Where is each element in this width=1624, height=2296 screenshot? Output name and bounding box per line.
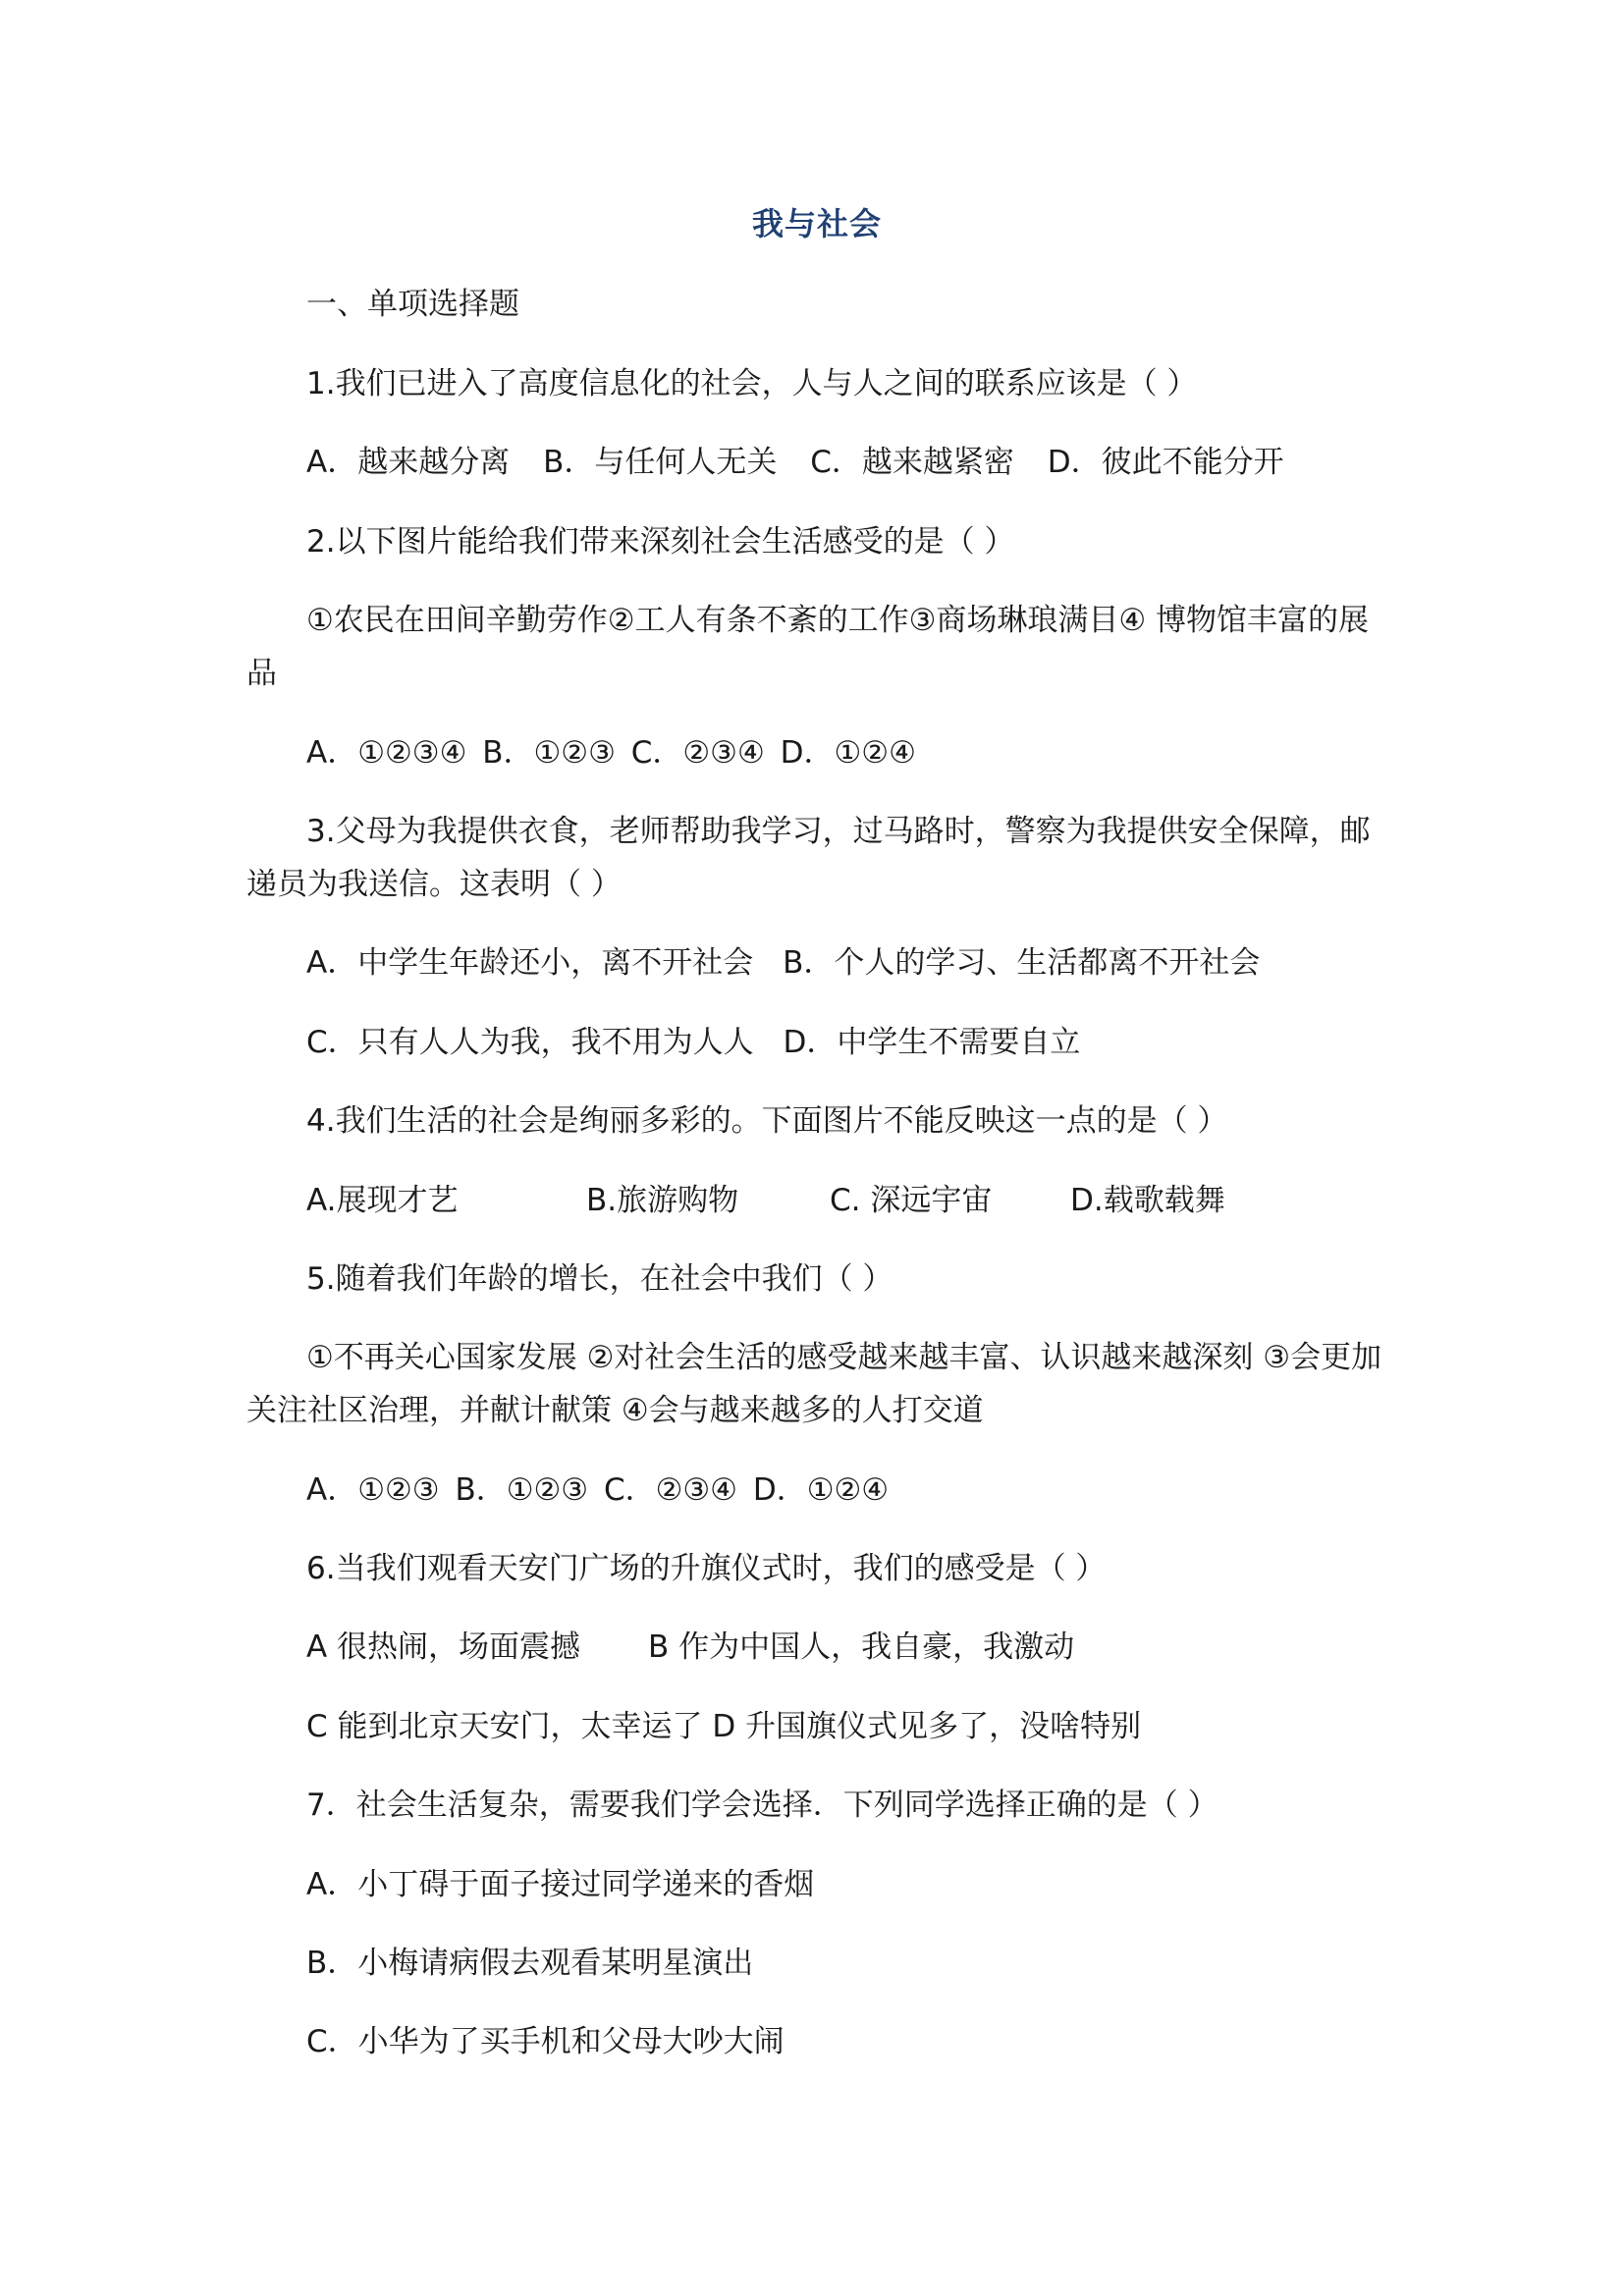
question-3-option-a: A．中学生年龄还小，离不开社会 bbox=[306, 945, 754, 981]
question-5-options bbox=[306, 1464, 889, 1517]
question-2-options bbox=[306, 726, 916, 779]
question-6-option-b: B 作为中国人，我自豪，我激动 bbox=[648, 1629, 1075, 1665]
question-7-option-c: C．小华为了买手机和父母大吵大闹 bbox=[306, 2024, 785, 2059]
question-4-option-c: C. 深远宇宙 bbox=[830, 1183, 993, 1218]
question-4-option-d: D.载歌载舞 bbox=[1070, 1183, 1225, 1218]
question-5-option-a: A．①②③ bbox=[306, 1472, 440, 1508]
question-5-statements: ①不再关心国家发展 ②对社会生活的感受越来越丰富、认识越来越深刻 ③会更加关注社区治理，并献计献策 ④会与越来越多的人打交道 bbox=[246, 1340, 1382, 1428]
question-6-stem: 6.当我们观看天安门广场的升旗仪式时，我们的感受是（ ） bbox=[306, 1551, 1107, 1586]
question-5-option-c: C．②③④ bbox=[603, 1472, 737, 1508]
question-2-option-a: A．①②③④ bbox=[306, 735, 467, 771]
question-6-option-a: A 很热闹，场面震撼 bbox=[306, 1629, 581, 1665]
question-4-stem: 4.我们生活的社会是绚丽多彩的。下面图片不能反映这一点的是（ ） bbox=[306, 1103, 1228, 1139]
question-6-options-row-2 bbox=[306, 1700, 1141, 1753]
question-3-option-c: C．只有人人为我，我不用为人人 bbox=[306, 1025, 754, 1060]
question-4-option-b: B.旅游购物 bbox=[586, 1183, 739, 1218]
question-1-options bbox=[306, 436, 1284, 489]
section-heading: 一、单项选择题 bbox=[306, 287, 519, 322]
question-5-stem: 5.随着我们年龄的增长，在社会中我们（ ） bbox=[306, 1261, 893, 1297]
question-1-stem: 1.我们已进入了高度信息化的社会，人与人之间的联系应该是（ ） bbox=[306, 366, 1198, 401]
question-5-option-d: D．①②④ bbox=[752, 1472, 890, 1508]
question-6-option-d: D 升国旗仪式见多了，没啥特别 bbox=[712, 1709, 1142, 1744]
question-2-statements: ①农民在田间辛勤劳作②工人有条不紊的工作③商场琳琅满目④ 博物馆丰富的展品 bbox=[246, 603, 1370, 691]
question-2-option-d: D．①②④ bbox=[780, 735, 916, 771]
question-3-stem: 3.父母为我提供衣食，老师帮助我学习，过马路时，警察为我提供安全保障，邮递员为我送信。这表明（ ） bbox=[246, 814, 1371, 902]
question-3-options-row-1 bbox=[306, 936, 1260, 989]
question-3-options-row-2 bbox=[306, 1016, 1080, 1069]
question-6-option-c: C 能到北京天安门，太幸运了 bbox=[306, 1709, 703, 1744]
question-2-option-c: C．②③④ bbox=[630, 735, 765, 771]
question-2-option-b: B．①②③ bbox=[482, 735, 616, 771]
question-7-option-a: A．小丁碍于面子接过同学递来的香烟 bbox=[306, 1867, 815, 1902]
question-3-option-b: B．个人的学习、生活都离不开社会 bbox=[783, 945, 1261, 981]
question-7-stem: 7．社会生活复杂，需要我们学会选择．下列同学选择正确的是（ ） bbox=[306, 1788, 1218, 1823]
question-4-option-a: A.展现才艺 bbox=[306, 1183, 459, 1218]
question-7-option-b: B．小梅请病假去观看某明星演出 bbox=[306, 1946, 754, 1981]
question-1-option-b: B．与任何人无关 bbox=[543, 445, 778, 480]
page-title: 我与社会 bbox=[751, 205, 882, 242]
question-5-option-b: B．①②③ bbox=[455, 1472, 589, 1508]
question-1-option-a: A．越来越分离 bbox=[306, 445, 511, 480]
question-3-option-d: D．中学生不需要自立 bbox=[783, 1025, 1081, 1060]
question-2-stem: 2.以下图片能给我们带来深刻社会生活感受的是（ ） bbox=[306, 524, 1015, 560]
question-1-option-c: C．越来越紧密 bbox=[810, 445, 1014, 480]
question-1-option-d: D．彼此不能分开 bbox=[1047, 445, 1284, 480]
